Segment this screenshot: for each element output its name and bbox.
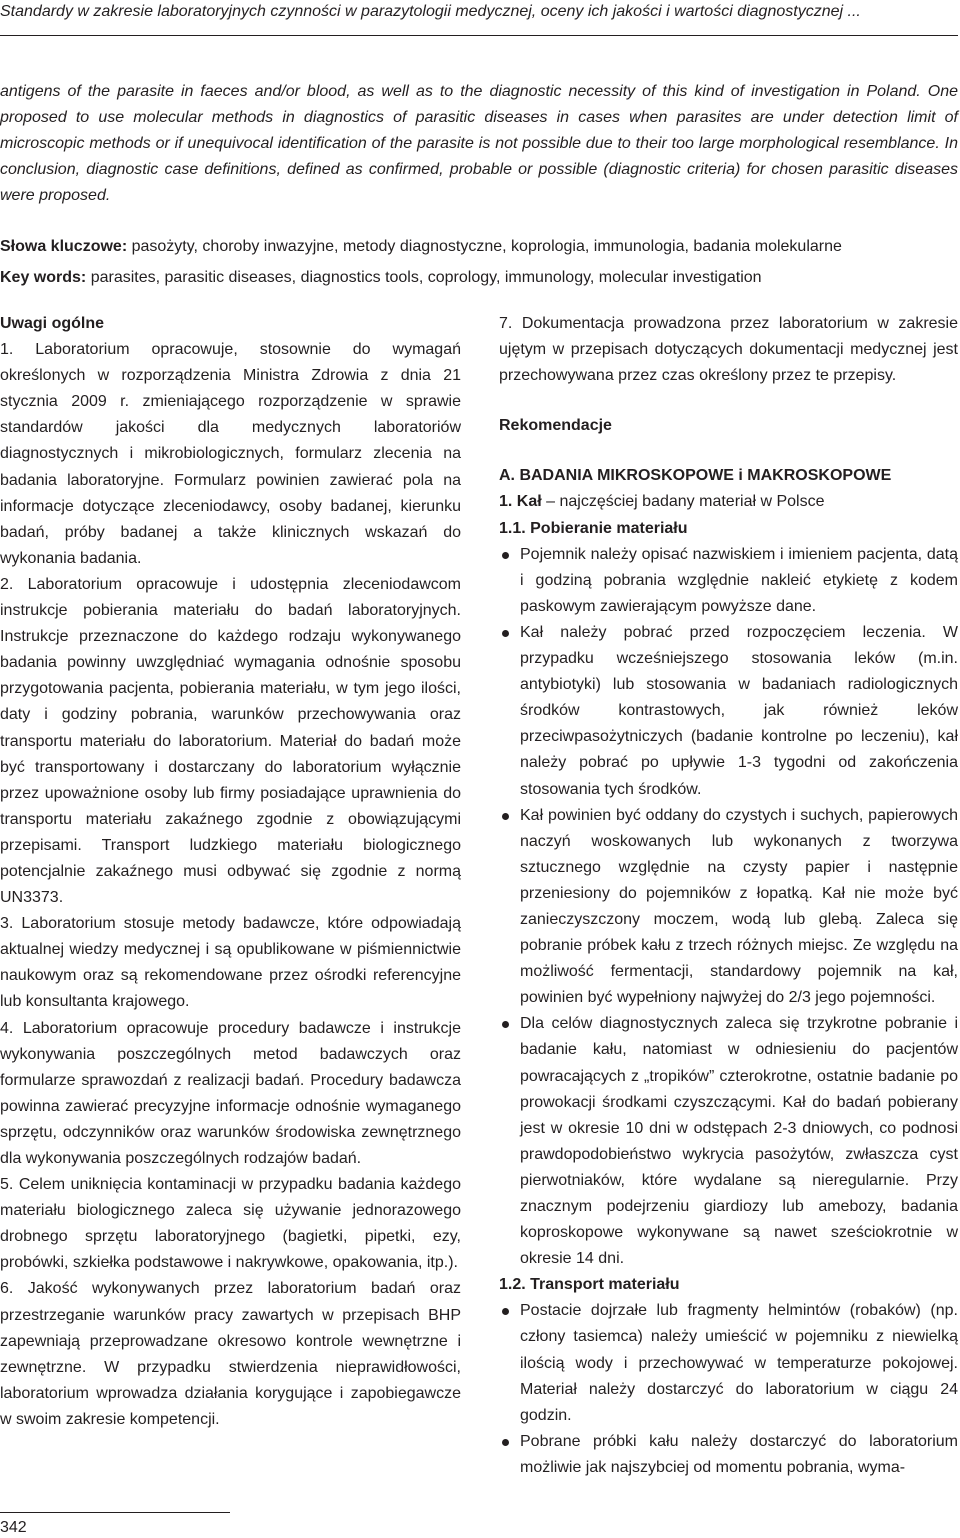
spacer bbox=[499, 439, 958, 463]
collection-bullet-2: Kał należy pobrać przed rozpoczęciem leczenia. W przypadku wcześniejszego stosowania leków (m.in. antybiotyki) lub stosowania w badaniach radiologicznych środków kontrastowych, jak również leków przeciwpasożytniczych (badanie kontrolne po leczeniu), kał należy pobrać po upływie 1-3 tygodni od zakończenia stosowania tych środków. bbox=[499, 620, 958, 803]
general-remark-2: 2. Laboratorium opracowuje i udostępnia zleceniodawcom instrukcje pobierania materiału do badań laboratoryjnych. Instrukcje przeznaczone do każdego rodzaju wykonywanego badania powinny uwzględniać wymagania odnośnie sposobu przygotowania pacjenta, pobierania materiału, w tym jego ilości, daty i godziny pobrania, warunków przechowywania oraz transportu materiału do laboratorium. Materiał do badań może być transportowany i dostarczany do laboratorium wyłącznie przez upoważnione osoby lub firmy posiadające uprawnienia do transportu materiału zakaźnego zgodnie z obowiązującymi przepisami. Transport ludzkiego materiału biologicznego potencjalnie zakaźnego musi odbywać się zgodnie z normą UN3373. bbox=[0, 575, 461, 907]
section-heading-general-remarks: Uwagi ogólne bbox=[0, 315, 104, 332]
header-divider bbox=[0, 35, 958, 36]
stool-subheading bbox=[499, 489, 958, 515]
right-column bbox=[499, 311, 958, 1481]
abstract-english bbox=[0, 79, 958, 209]
general-remark-5: 5. Celem uniknięcia kontaminacji w przypadku badania każdego materiału biologicznego zaleca się używanie jednorazowego drobnego sprzętu laboratoryjnego (bagietki, pipetki, ezy, probówki, szkiełka podstawowe i nakrywkowe, opakowania, itp.). bbox=[0, 1176, 461, 1272]
stool-subheading-label: 1. Kał bbox=[499, 493, 542, 511]
footer-divider bbox=[0, 1512, 230, 1513]
transport-bullet-2: Pobrane próbki kału należy dostarczyć do laboratorium możliwie jak najszybciej od momentu pobrania, wyma- bbox=[499, 1429, 958, 1481]
general-remark-1: 1. Laboratorium opracowuje, stosownie do wymagań określonych w rozporządzenia Ministra Zdrowia z dnia 21 stycznia 2009 r. zmieniającego rozporządzenie w sprawie standardów jakości dla medycznych laboratoriów diagnostycznych i mikrobiologicznych, formularz zlecenia na badania laboratoryjne. Formularz powinien zawierać pola na informacje dotyczące zleceniodawcy, osoby badanej, kierunku badań, próby badanej a także klinicznych wskazań do wykonania badania. bbox=[0, 341, 461, 567]
general-remark-4: 4. Laboratorium opracowuje procedury badawcze i instrukcje wykonywania poszczególnych metod badawczych oraz formularze sprawozdań z realizacji badań. Procedury badawcza powinna zawierać precyzyjne informacje odnośnie wymaganego sprzętu, odczynników oraz warunków środowiska zewnętrznego dla wykonywania poszczególnych rodzajów badań. bbox=[0, 1019, 461, 1167]
left-column bbox=[0, 311, 461, 1433]
collection-bullet-3: Kał powinien być oddany do czystych i suchych, papierowych naczyń woskowanych lub wykonanych z tworzywa sztucznego względnie na czysty papier i następnie przeniesiony do pojemników z łopatką. Kał nie może być zanieczyszczony moczem, wodą lub glebą. Zaleca się pobranie próbek kału z trzech różnych miejsc. Ze względu na możliwość fermentacji, standardowy pojemnik na kał, powinien być wypełniony najwyżej do 2/3 jego pojemności. bbox=[499, 803, 958, 1012]
abstract-paragraph: antigens of the parasite in faeces and/or blood, as well as to the diagnostic necessity of this kind of investigation in Poland. One proposed to use molecular methods in diagnostics of parasitic diseases in cases when parasites are under detection limit of microscopic methods or if unequivocal identification of the parasite is not possible due to their too large morphological resemblance. In conclusion, diagnostic case definitions, defined as confirmed, probable or possible (diagnostic criteria) for chosen parasitic diseases were proposed. bbox=[0, 83, 958, 205]
keywords-english-label: Key words: bbox=[0, 269, 87, 286]
collection-bullet-4: Dla celów diagnostycznych zaleca się trzykrotne pobranie i badanie kału, natomiast w odniesieniu do pacjentów powracających z „tropików” czterokrotne, ostatnie badanie po prowokacji środkami czyszczącymi. Kał do badań pobierany jest w okresie 10 dni w odstępach 2-3 dniowych, co podnosi prawdopodobieństwo wykrycia pasożytów, zwłaszcza cyst pierwotniaków, które wydalane są nieregularnie. Przy znacznym podejrzeniu giardiozy lub amebozy, badania koproskopowe wykonywane są nawet sześciokrotnie w okresie 14 dni. bbox=[499, 1011, 958, 1272]
collection-bullet-1: Pojemnik należy opisać nazwiskiem i imieniem pacjenta, datą i godziną pobrania względnie nakleić etykietę z kodem paskowym zawierającym powyższe dane. bbox=[499, 542, 958, 620]
general-remark-3: 3. Laboratorium stosuje metody badawcze, które odpowiadają aktualnej wiedzy medycznej i są opublikowane w piśmiennictwie naukowym oraz są rekomendowane przez ośrodki referencyjne lub konsultanta krajowego. bbox=[0, 915, 461, 1011]
page-number: 342 bbox=[0, 1519, 27, 1536]
general-remark-6: 6. Jakość wykonywanych przez laboratorium badań oraz przestrzeganie warunków pracy zawartych w przepisach BHP zapewniają przeprowadzane okresowo kontrole wewnętrzne i zewnętrzne. W przypadku stwierdzenia nieprawidłowości, laboratorium wprowadza działania korygujące i zapobiegawcze w swoim zakresie kompetencji. bbox=[0, 1280, 461, 1428]
keywords-english-text: parasites, parasitic diseases, diagnostics tools, coprology, immunology, molecular investigation bbox=[86, 269, 762, 286]
keywords-polish bbox=[0, 234, 958, 265]
keywords-english bbox=[0, 265, 958, 296]
keywords-block bbox=[0, 234, 958, 296]
subsection-heading-collection: 1.1. Pobieranie materiału bbox=[499, 519, 688, 537]
stool-subheading-text: – najczęściej badany materiał w Polsce bbox=[541, 493, 825, 511]
keywords-polish-label: Słowa kluczowe: bbox=[0, 238, 128, 255]
section-heading-microscopy: A. BADANIA MIKROSKOPOWE i MAKROSKOPOWE bbox=[499, 467, 892, 485]
subsection-heading-transport: 1.2. Transport materiału bbox=[499, 1276, 680, 1294]
collection-bullet-list bbox=[499, 542, 958, 1273]
transport-bullet-1: Postacie dojrzałe lub fragmenty helmintów (robaków) (np. człony tasiemca) należy umieścić w pojemniku z niewielką ilością wody i przechowywać w temperaturze pokojowej. Materiał należy dostarczyć do laboratorium w ciągu 24 godzin. bbox=[499, 1298, 958, 1428]
running-header: Standardy w zakresie laboratoryjnych czynności w parazytologii medycznej, oceny ich jakości i wartości diagnostycznej ... bbox=[0, 3, 861, 20]
keywords-polish-text: pasożyty, choroby inwazyjne, metody diagnostyczne, koprologia, immunologia, badania molekularne bbox=[127, 238, 842, 255]
section-heading-recommendations: Rekomendacje bbox=[499, 417, 612, 435]
transport-bullet-list bbox=[499, 1298, 958, 1481]
spacer bbox=[499, 389, 958, 413]
general-remark-7: 7. Dokumentacja prowadzona przez laboratorium w zakresie ujętym w przepisach dotyczących dokumentacji medycznej jest przechowywana przez czas określony przez te przepisy. bbox=[499, 315, 958, 385]
